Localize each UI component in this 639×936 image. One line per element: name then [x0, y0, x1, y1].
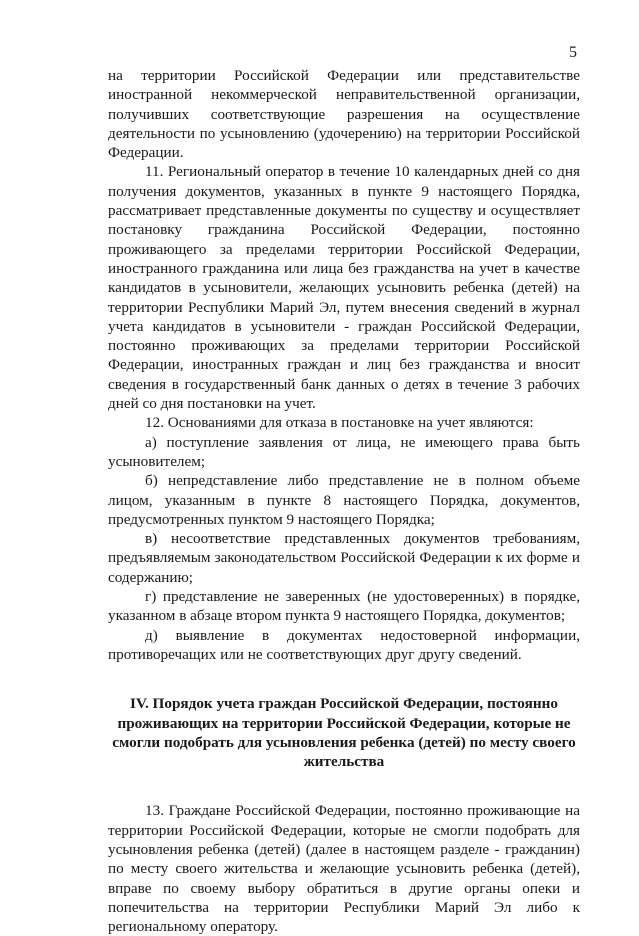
subitem-b: б) непредставление либо представление не в полном объеме лицом, указанным в пункте 8 настоящего Порядка, документов, предусмотренных пунктом 9 настоящего Порядка; [108, 472, 580, 528]
page-number: 5 [569, 44, 577, 61]
document-body [108, 66, 580, 936]
subitem-a: а) поступление заявления от лица, не имеющего права быть усыновителем; [108, 433, 580, 470]
paragraph-item-13: 13. Граждане Российской Федерации, постоянно проживающие на территории Российской Федерации, которые не смогли подобрать для усыновления ребенка (детей) (далее в настоящем разделе - гражданин) по месту своего жительства и желающие усыновить ребенка (детей), вправе по своему выбору обратиться в другие органы опеки и попечительства на территории Республики Марий Эл либо к региональному оператору. [108, 802, 580, 936]
section-heading: IV. Порядок учета граждан Российской Федерации, постоянно проживающих на территории Российской Федерации, которые не смогли подобрать для усыновления ребенка (детей) по месту своего жительства [112, 695, 576, 771]
subitem-v: в) несоответствие представленных документов требованиям, предъявляемым законодательством Российской Федерации к их форме и содержанию; [108, 530, 580, 586]
paragraph-continuation: на территории Российской Федерации или представительстве иностранной некоммерческой неправительственной организации, получивших соответствующие разрешения на осуществление деятельности по усыновлению (удочерению) на территории Российской Федерации. [108, 67, 580, 162]
subitem-g: г) представление не заверенных (не удостоверенных) в порядке, указанном в абзаце втором пункта 9 настоящего Порядка, документов; [108, 588, 580, 625]
subitem-d: д) выявление в документах недостоверной информации, противоречащих или не соответствующих друг другу сведений. [108, 626, 580, 663]
paragraph-item-11: 11. Региональный оператор в течение 10 календарных дней со дня получения документов, указанных в пункте 9 настоящего Порядка, рассматривает представленные документы по существу и осуществляет постановку гражданина Российской Федерации, постоянно проживающего за пределами территории Российской Федерации, иностранного гражданина или лица без гражданства на учет в качестве кандидатов в усыновители, желающих усыновить ребенка (детей) на территории Республики Марий Эл, путем внесения сведений в журнал учета кандидатов в усыновители - граждан Российской Федерации, постоянно проживающих за пределами территории Российской Федерации, иностранных граждан и лиц без гражданства и вносит сведения в государственный банк данных о детях в течение 3 рабочих дней со дня постановки на учет. [108, 163, 580, 413]
paragraph-item-12: 12. Основаниями для отказа в постановке на учет являются: [145, 414, 534, 432]
